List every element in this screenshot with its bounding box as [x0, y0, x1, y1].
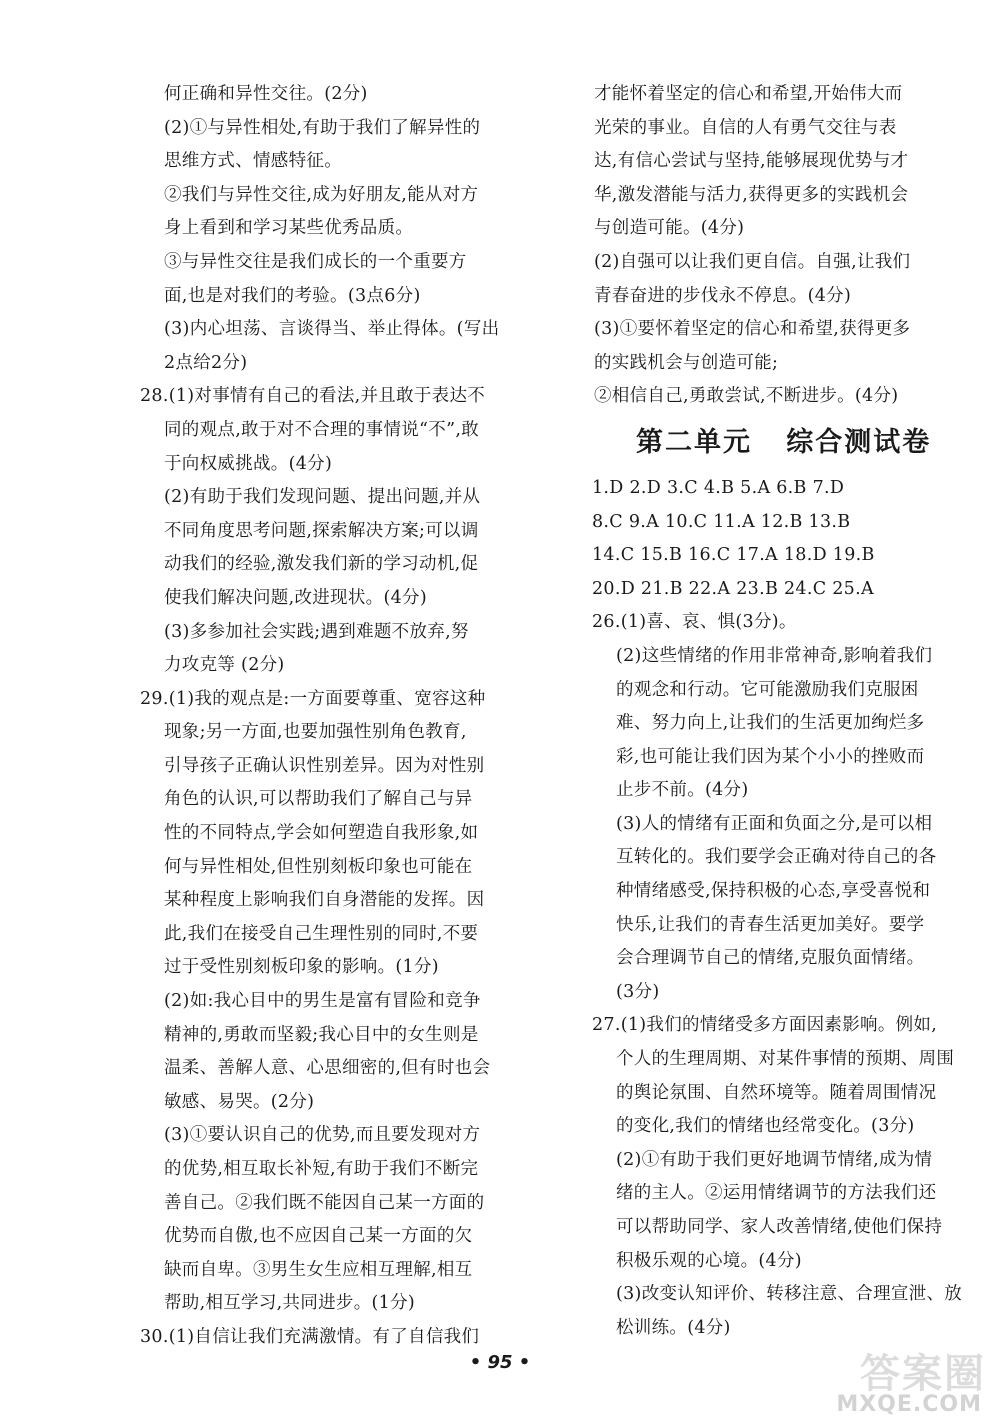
text-line: 会合理调节自己的情绪,克服负面情绪。	[616, 948, 925, 969]
text-line: 止步不前。(4分)	[616, 780, 749, 801]
text-line: 松训练。(4分)	[616, 1317, 731, 1338]
text-line: (3)①要认识自己的优势,而且要发现对方	[164, 1125, 481, 1146]
text-line: 过于受性别刻板印象的影响。(1分)	[164, 957, 439, 978]
text-line: 思维方式、情感特征。	[164, 151, 342, 172]
text-line: (2)如:我心目中的男生是富有冒险和竞争	[164, 991, 481, 1012]
text-line: 难、努力向上,让我们的生活更加绚烂多	[616, 713, 925, 734]
text-line: 角色的认识,可以帮助我们了解自己与异	[164, 789, 473, 810]
text-line: 与创造可能。(4分)	[594, 218, 745, 239]
text-line: (3)人的情绪有正面和负面之分,是可以相	[616, 813, 933, 834]
text-line: 青春奋进的步伐永不停息。(4分)	[594, 285, 852, 306]
text-line: 动我们的经验,激发我们新的学习动机,促	[164, 554, 479, 575]
text-line: 26.(1)喜、哀、惧(3分)。	[592, 612, 797, 633]
text-line: (2)这些情绪的作用非常神奇,影响着我们	[616, 645, 933, 666]
text-line: 1.D 2.D 3.C 4.B 5.A 6.B 7.D	[592, 477, 845, 498]
right-column	[592, 78, 982, 1345]
text-line: 才能怀着坚定的信心和希望,开始伟大而	[594, 84, 903, 104]
text-line: 精神的,勇敢而坚毅;我心目中的女生则是	[164, 1024, 479, 1045]
text-line: 力攻克等 (2分)	[164, 655, 285, 676]
text-line: (3)①要怀着坚定的信心和希望,获得更多	[594, 319, 911, 340]
text-line: 积极乐观的心境。(4分)	[616, 1250, 802, 1271]
text-line: 于向权威挑战。(4分)	[164, 453, 333, 474]
text-line: 29.(1)我的观点是:一方面要尊重、宽容这种	[140, 688, 486, 709]
text-line: 某种程度上影响我们自身潜能的发挥。因	[164, 890, 485, 911]
text-line: 同的观点,敢于对不合理的事情说“不”,敢	[164, 419, 480, 440]
text-line: 帮助,相互学习,共同进步。(1分)	[164, 1293, 416, 1314]
text-line: ②相信自己,勇敢尝试,不断进步。(4分)	[594, 386, 899, 407]
text-line: (2)①有助于我们更好地调节情绪,成为情	[616, 1149, 933, 1170]
text-line: (2)有助于我们发现问题、提出问题,并从	[164, 487, 481, 508]
text-line: 28.(1)对事情有自己的看法,并且敢于表达不	[140, 386, 486, 407]
text-line: 不同角度思考问题,探索解决方案;可以调	[164, 520, 479, 541]
text-line: 的观念和行动。它可能激励我们克服困	[616, 679, 919, 700]
text-line: 面,也是对我们的考验。(3点6分)	[164, 285, 421, 306]
text-line: (3)多参加社会实践;遇到难题不放弃,努	[164, 621, 469, 642]
text-line: 绪的主人。②运用情绪调节的方法我们还	[616, 1183, 937, 1204]
text-line: 华,激发潜能与活力,获得更多的实践机会	[594, 184, 909, 205]
text-line: 善自己。②我们既不能因自己某一方面的	[164, 1192, 485, 1213]
text-line: 彩,也可能让我们因为某个小小的挫败而	[616, 746, 925, 767]
text-line: ③与异性交往是我们成长的一个重要方	[164, 251, 467, 272]
text-line: 的优势,相互取长补短,有助于我们不断完	[164, 1159, 479, 1179]
text-line: 快乐,让我们的青春生活更加美好。要学	[616, 914, 925, 935]
text-line: 种情绪感受,保持积极的心态,享受喜悦和	[616, 881, 931, 902]
left-column	[140, 78, 530, 1355]
text-line: ②我们与异性交往,成为好朋友,能从对方	[164, 184, 479, 205]
text-line: 的变化,我们的情绪也经常变化。(3分)	[616, 1116, 915, 1137]
text-line: (3)改变认知评价、转移注意、合理宣泄、放	[616, 1284, 963, 1305]
text-line: 身上看到和学习某些优秀品质。	[164, 218, 414, 239]
text-line: (2)自强可以让我们更自信。自强,让我们	[594, 251, 911, 272]
right-column-bottom	[592, 472, 982, 1345]
text-line: 27.(1)我们的情绪受多方面因素影响。例如,	[592, 1015, 938, 1036]
text-line: 20.D 21.B 22.A 23.B 24.C 25.A	[592, 578, 874, 599]
text-line: 达,有信心尝试与坚持,能够展现优势与才	[594, 151, 909, 172]
text-line: 何与异性相处,但性别刻板印象也可能在	[164, 856, 473, 877]
text-line: 14.C 15.B 16.C 17.A 18.D 19.B	[592, 545, 875, 566]
text-line: 优势而自傲,也不应因自己某一方面的欠	[164, 1226, 473, 1247]
text-line: (3)内心坦荡、言谈得当、举止得体。(写出	[164, 319, 500, 340]
text-line: 何正确和异性交往。(2分)	[164, 84, 368, 104]
text-line: 的实践机会与创造可能;	[594, 352, 779, 373]
text-line: 敏感、易哭。(2分)	[164, 1091, 315, 1112]
text-line: 使我们解决问题,改进现状。(4分)	[164, 587, 427, 608]
text-line: 引导孩子正确认识性别差异。因为对性别	[164, 755, 485, 776]
page-number: • 95 •	[469, 1352, 531, 1373]
text-line: 可以帮助同学、家人改善情绪,使他们保持	[616, 1217, 943, 1237]
right-column-top	[592, 78, 982, 414]
text-line: (2)①与异性相处,有助于我们了解异性的	[164, 117, 481, 138]
text-line: 光荣的事业。自信的人有勇气交往与表	[594, 117, 897, 138]
text-line: 温柔、善解人意、心思细密的,但有时也会	[164, 1058, 491, 1079]
watermark-main-text: 答案圈	[860, 1351, 986, 1397]
watermark-logo	[820, 1340, 990, 1422]
text-line: 互转化的。我们要学会正确对待自己的各	[616, 847, 937, 868]
text-line: (3分)	[616, 981, 660, 1002]
section-heading: 第二单元 综合测试卷	[636, 426, 932, 458]
text-line: 30.(1)自信让我们充满激情。有了自信我们	[140, 1326, 480, 1347]
text-line: 性的不同特点,学会如何塑造自我形象,如	[164, 823, 479, 844]
text-line: 个人的生理周期、对某件事情的预期、周围	[616, 1049, 955, 1070]
text-line: 缺而自卑。③男生女生应相互理解,相互	[164, 1259, 473, 1280]
text-line: 现象;另一方面,也要加强性别角色教育,	[164, 722, 467, 743]
text-line: 8.C 9.A 10.C 11.A 12.B 13.B	[592, 511, 851, 532]
text-line: 的舆论氛围、自然环境等。随着周围情况	[616, 1082, 937, 1103]
text-line: 此,我们在接受自己生理性别的同时,不要	[164, 923, 479, 944]
text-line: 2点给2分)	[164, 352, 248, 373]
watermark-site-text: MXQE.COM	[836, 1392, 982, 1417]
